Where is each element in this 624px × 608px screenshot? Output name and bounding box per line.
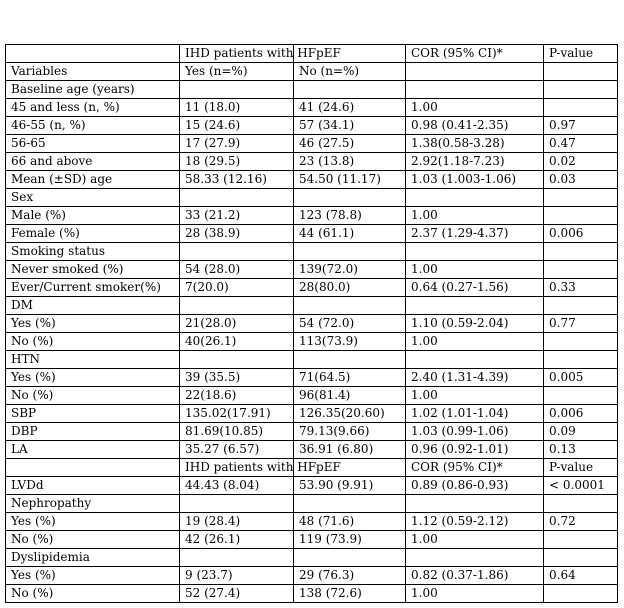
table-row — [6, 81, 618, 99]
table-row — [6, 513, 618, 531]
table-cell: 1.00 — [406, 387, 544, 405]
table-cell: 44.43 (8.04) — [180, 477, 294, 495]
table-cell — [544, 81, 618, 99]
table-cell — [180, 189, 294, 207]
table-cell — [544, 189, 618, 207]
table-cell: 79.13(9.66) — [294, 423, 406, 441]
table-cell — [406, 549, 544, 567]
table-row — [6, 423, 618, 441]
table-cell: 1.00 — [406, 99, 544, 117]
table-cell — [544, 531, 618, 549]
table-cell — [180, 351, 294, 369]
table-cell: 0.97 — [544, 117, 618, 135]
table-row — [6, 45, 618, 63]
table-cell: 45 and less (n, %) — [6, 99, 180, 117]
table-cell: 0.82 (0.37-1.86) — [406, 567, 544, 585]
table-cell: 44 (61.1) — [294, 225, 406, 243]
table-cell: 0.02 — [544, 153, 618, 171]
table-cell — [544, 261, 618, 279]
table-cell: Ever/Current smoker(%) — [6, 279, 180, 297]
table-cell: Baseline age (years) — [6, 81, 180, 99]
table-row — [6, 315, 618, 333]
table-cell: 33 (21.2) — [180, 207, 294, 225]
table-cell — [544, 207, 618, 225]
table-cell: 42 (26.1) — [180, 531, 294, 549]
table-cell: 46-55 (n, %) — [6, 117, 180, 135]
table-cell: 0.72 — [544, 513, 618, 531]
table-cell: 48 (71.6) — [294, 513, 406, 531]
table-row — [6, 153, 618, 171]
table-cell: 15 (24.6) — [180, 117, 294, 135]
table-cell: 1.02 (1.01-1.04) — [406, 405, 544, 423]
table-cell: Yes (%) — [6, 513, 180, 531]
table-cell — [6, 459, 180, 477]
table-cell: Variables — [6, 63, 180, 81]
table-cell: 36.91 (6.80) — [294, 441, 406, 459]
table-cell: 139(72.0) — [294, 261, 406, 279]
table-cell — [406, 189, 544, 207]
table-cell: 1.03 (0.99-1.06) — [406, 423, 544, 441]
table-cell — [406, 81, 544, 99]
table-cell: No (%) — [6, 387, 180, 405]
table-cell: 9 (23.7) — [180, 567, 294, 585]
table-cell — [180, 297, 294, 315]
table-cell: < 0.0001 — [544, 477, 618, 495]
table-row — [6, 585, 618, 603]
table-row — [6, 225, 618, 243]
table-cell: COR (95% CI)* — [406, 459, 544, 477]
table-cell: 1.00 — [406, 531, 544, 549]
table-cell: DM — [6, 297, 180, 315]
table-cell — [406, 297, 544, 315]
table-cell: 1.03 (1.003-1.06) — [406, 171, 544, 189]
table-row — [6, 135, 618, 153]
table-cell — [544, 495, 618, 513]
table-cell: 46 (27.5) — [294, 135, 406, 153]
results-table-body — [6, 45, 618, 603]
table-cell — [406, 63, 544, 81]
table-cell: 0.09 — [544, 423, 618, 441]
table-cell: 113(73.9) — [294, 333, 406, 351]
table-row — [6, 531, 618, 549]
table-cell: 52 (27.4) — [180, 585, 294, 603]
table-cell: 81.69(10.85) — [180, 423, 294, 441]
table-row — [6, 477, 618, 495]
table-cell: 0.64 (0.27-1.56) — [406, 279, 544, 297]
table-cell: 2.37 (1.29-4.37) — [406, 225, 544, 243]
table-cell: Yes (n=%) — [180, 63, 294, 81]
table-row — [6, 261, 618, 279]
table-cell: 0.64 — [544, 567, 618, 585]
table-cell — [544, 243, 618, 261]
table-row — [6, 495, 618, 513]
table-cell: 0.006 — [544, 225, 618, 243]
table-cell — [544, 387, 618, 405]
table-cell — [544, 549, 618, 567]
table-cell — [544, 585, 618, 603]
table-cell: 1.10 (0.59-2.04) — [406, 315, 544, 333]
table-cell: 0.89 (0.86-0.93) — [406, 477, 544, 495]
table-cell — [180, 549, 294, 567]
table-cell: No (%) — [6, 333, 180, 351]
table-cell: 71(64.5) — [294, 369, 406, 387]
table-row — [6, 567, 618, 585]
table-cell: Sex — [6, 189, 180, 207]
table-cell: P-value — [544, 459, 618, 477]
table-cell — [294, 81, 406, 99]
table-row — [6, 351, 618, 369]
table-cell: 18 (29.5) — [180, 153, 294, 171]
table-row — [6, 171, 618, 189]
table-cell — [406, 351, 544, 369]
table-cell: 123 (78.8) — [294, 207, 406, 225]
table-row — [6, 63, 618, 81]
table-row — [6, 459, 618, 477]
table-cell: Smoking status — [6, 243, 180, 261]
table-cell: 2.92(1.18-7.23) — [406, 153, 544, 171]
table-row — [6, 405, 618, 423]
table-cell: 28 (38.9) — [180, 225, 294, 243]
table-cell: 35.27 (6.57) — [180, 441, 294, 459]
table-cell: 66 and above — [6, 153, 180, 171]
table-row — [6, 99, 618, 117]
table-cell: 58.33 (12.16) — [180, 171, 294, 189]
table-cell: COR (95% CI)* — [406, 45, 544, 63]
table-cell: 0.96 (0.92-1.01) — [406, 441, 544, 459]
table-cell: 0.33 — [544, 279, 618, 297]
table-cell: 1.00 — [406, 207, 544, 225]
table-row — [6, 207, 618, 225]
table-cell: 23 (13.8) — [294, 153, 406, 171]
table-cell — [406, 495, 544, 513]
table-cell: Dyslipidemia — [6, 549, 180, 567]
table-row — [6, 387, 618, 405]
table-cell: 1.00 — [406, 261, 544, 279]
table-row — [6, 549, 618, 567]
table-cell: 53.90 (9.91) — [294, 477, 406, 495]
table-cell: 1.38(0.58-3.28) — [406, 135, 544, 153]
table-cell: SBP — [6, 405, 180, 423]
table-cell — [406, 243, 544, 261]
table-row — [6, 369, 618, 387]
table-cell: 28(80.0) — [294, 279, 406, 297]
table-cell: LVDd — [6, 477, 180, 495]
table-cell: 0.13 — [544, 441, 618, 459]
table-cell: 56-65 — [6, 135, 180, 153]
table-cell: 54.50 (11.17) — [294, 171, 406, 189]
table-cell: 0.98 (0.41-2.35) — [406, 117, 544, 135]
table-cell: 57 (34.1) — [294, 117, 406, 135]
table-cell — [544, 99, 618, 117]
table-cell: 1.12 (0.59-2.12) — [406, 513, 544, 531]
table-cell: 17 (27.9) — [180, 135, 294, 153]
table-cell: 29 (76.3) — [294, 567, 406, 585]
table-cell — [6, 45, 180, 63]
table-cell: 7(20.0) — [180, 279, 294, 297]
table-row — [6, 189, 618, 207]
table-cell: 11 (18.0) — [180, 99, 294, 117]
table-cell: 135.02(17.91) — [180, 405, 294, 423]
table-cell: 0.77 — [544, 315, 618, 333]
table-row — [6, 441, 618, 459]
table-cell — [544, 297, 618, 315]
table-row — [6, 243, 618, 261]
table-cell: 0.47 — [544, 135, 618, 153]
table-cell: 54 (72.0) — [294, 315, 406, 333]
table-cell — [180, 243, 294, 261]
table-cell: No (%) — [6, 531, 180, 549]
table-cell: Yes (%) — [6, 315, 180, 333]
table-cell: Mean (±SD) age — [6, 171, 180, 189]
table-cell: Yes (%) — [6, 369, 180, 387]
table-cell: No (n=%) — [294, 63, 406, 81]
table-cell: 0.006 — [544, 405, 618, 423]
table-cell — [294, 189, 406, 207]
table-cell: 54 (28.0) — [180, 261, 294, 279]
results-table — [5, 44, 618, 603]
table-cell: IHD patients with HFpEF — [180, 459, 294, 477]
table-cell: No (%) — [6, 585, 180, 603]
table-cell: 138 (72.6) — [294, 585, 406, 603]
table-cell — [180, 495, 294, 513]
table-cell: 40(26.1) — [180, 333, 294, 351]
table-cell: 1.00 — [406, 585, 544, 603]
table-row — [6, 117, 618, 135]
table-cell — [294, 243, 406, 261]
table-cell: 39 (35.5) — [180, 369, 294, 387]
table-cell: 2.40 (1.31-4.39) — [406, 369, 544, 387]
table-cell: Never smoked (%) — [6, 261, 180, 279]
table-cell: 41 (24.6) — [294, 99, 406, 117]
table-cell: 96(81.4) — [294, 387, 406, 405]
table-cell — [294, 297, 406, 315]
table-cell: Female (%) — [6, 225, 180, 243]
table-cell: HTN — [6, 351, 180, 369]
table-cell: 0.03 — [544, 171, 618, 189]
table-cell: 22(18.6) — [180, 387, 294, 405]
table-cell — [544, 63, 618, 81]
table-row — [6, 333, 618, 351]
table-cell: 119 (73.9) — [294, 531, 406, 549]
table-cell — [294, 549, 406, 567]
table-cell — [544, 333, 618, 351]
table-cell: IHD patients with HFpEF — [180, 45, 294, 63]
table-cell: 126.35(20.60) — [294, 405, 406, 423]
table-cell: 0.005 — [544, 369, 618, 387]
table-cell: LA — [6, 441, 180, 459]
table-cell — [294, 495, 406, 513]
table-cell — [294, 351, 406, 369]
table-cell: 21(28.0) — [180, 315, 294, 333]
table-cell — [180, 81, 294, 99]
table-cell: DBP — [6, 423, 180, 441]
table-row — [6, 297, 618, 315]
table-cell: Male (%) — [6, 207, 180, 225]
table-cell — [544, 351, 618, 369]
table-cell: 1.00 — [406, 333, 544, 351]
table-cell: 19 (28.4) — [180, 513, 294, 531]
table-row — [6, 279, 618, 297]
table-cell: Yes (%) — [6, 567, 180, 585]
table-cell: Nephropathy — [6, 495, 180, 513]
table-cell: P-value — [544, 45, 618, 63]
